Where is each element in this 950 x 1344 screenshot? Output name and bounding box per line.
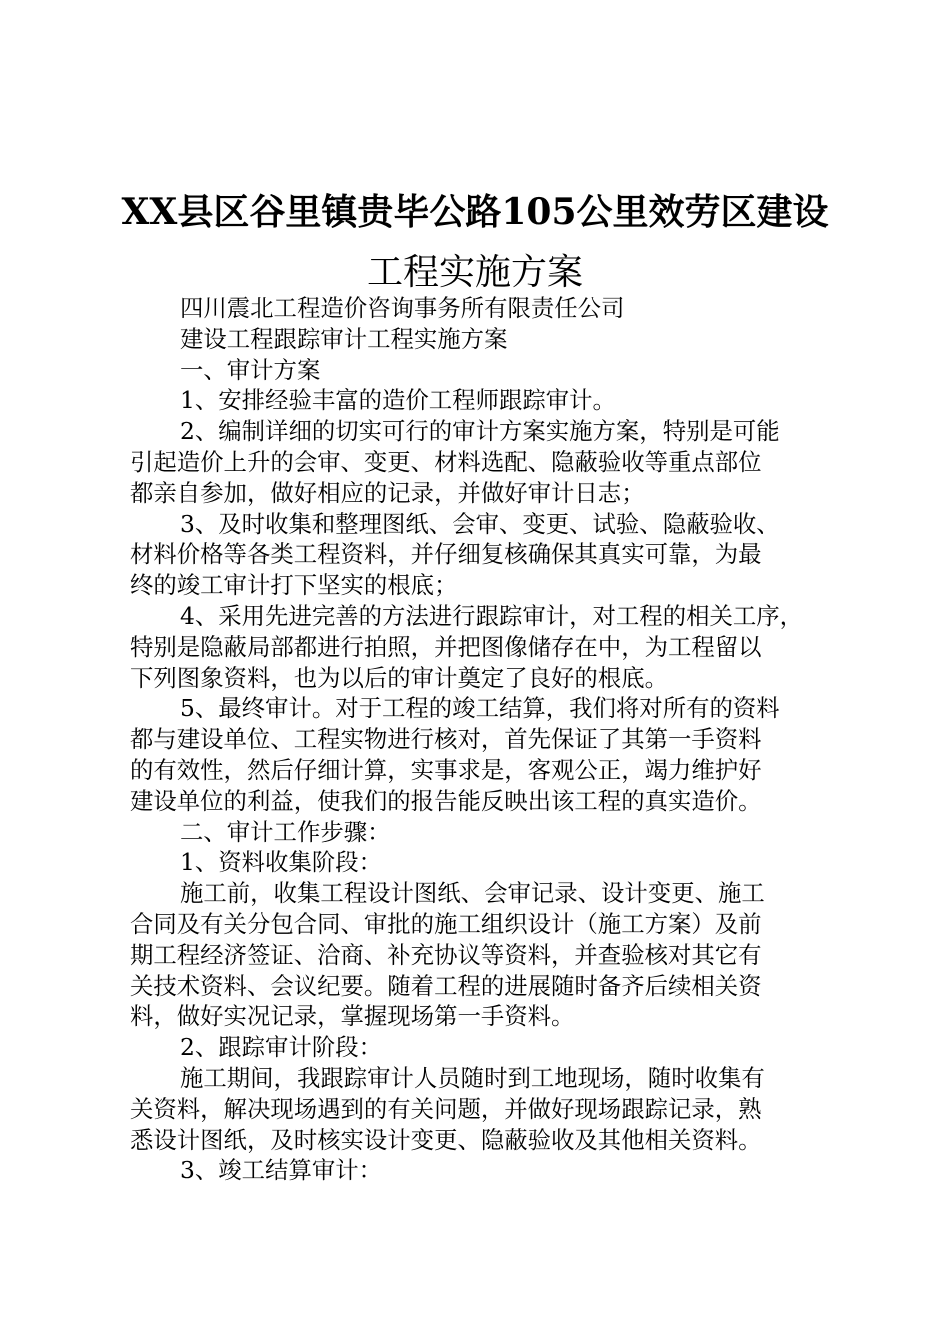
body-line: 3、竣工结算审计： bbox=[180, 1156, 383, 1185]
body-line: 四川震北工程造价咨询事务所有限责任公司 bbox=[180, 294, 625, 322]
body-line: 都与建设单位、工程实物进行核对，首先保证了其第一手资料 bbox=[130, 725, 762, 754]
section-heading: 一、审计方案 bbox=[180, 355, 321, 384]
body-line: 悉设计图纸，及时核实设计变更、隐蔽验收及其他相关资料。 bbox=[130, 1125, 762, 1154]
document-title-line-2: 工程实施方案 bbox=[366, 252, 583, 293]
body-line: 建设单位的利益，使我们的报告能反映出该工程的真实造价。 bbox=[130, 786, 762, 815]
body-line: 关资料，解决现场遇到的有关问题，并做好现场跟踪记录，熟 bbox=[130, 1094, 762, 1123]
body-line: 的有效性，然后仔细计算，实事求是，客观公正，竭力维护好 bbox=[130, 755, 762, 784]
document-title-line-1: XX县区谷里镇贵毕公路105公里效劳区建设 bbox=[121, 191, 829, 233]
section-heading: 二、审计工作步骤： bbox=[180, 817, 391, 846]
body-line: 2、跟踪审计阶段： bbox=[180, 1033, 383, 1062]
body-line: 下列图象资料，也为以后的审计奠定了良好的根底。 bbox=[130, 663, 668, 692]
body-line: 都亲自参加，做好相应的记录，并做好审计日志； bbox=[130, 478, 645, 507]
body-line: 3、及时收集和整理图纸、会审、变更、试验、隐蔽验收、 bbox=[180, 509, 780, 538]
body-line: 2、编制详细的切实可行的审计方案实施方案，特别是可能 bbox=[180, 417, 780, 446]
body-line: 4、采用先进完善的方法进行跟踪审计，对工程的相关工序， bbox=[180, 601, 804, 630]
document-body bbox=[130, 293, 836, 1186]
body-line: 特别是隐蔽局部都进行拍照，并把图像储存在中，为工程留以 bbox=[130, 632, 762, 661]
body-line: 料，做好实况记录，掌握现场第一手资料。 bbox=[130, 1002, 575, 1031]
body-line: 关技术资料、会议纪要。随着工程的进展随时备齐后续相关资 bbox=[130, 971, 762, 1000]
body-line: 5、最终审计。对于工程的竣工结算，我们将对所有的资料 bbox=[180, 694, 780, 723]
body-line: 引起造价上升的会审、变更、材料选配、隐蔽验收等重点部位 bbox=[130, 447, 762, 476]
body-line: 1、安排经验丰富的造价工程师跟踪审计。 bbox=[180, 386, 616, 415]
body-line: 合同及有关分包合同、审批的施工组织设计（施工方案）及前 bbox=[130, 909, 762, 938]
body-line: 1、资料收集阶段： bbox=[180, 848, 383, 877]
body-line: 建设工程跟踪审计工程实施方案 bbox=[180, 324, 508, 353]
body-line: 材料价格等各类工程资料，并仔细复核确保其真实可靠，为最 bbox=[130, 540, 762, 569]
body-line: 期工程经济签证、洽商、补充协议等资料，并查验核对其它有 bbox=[130, 940, 762, 969]
body-line: 施工期间，我跟踪审计人员随时到工地现场，随时收集有 bbox=[180, 1063, 765, 1092]
body-line: 终的竣工审计打下坚实的根底； bbox=[130, 571, 458, 600]
body-line: 施工前，收集工程设计图纸、会审记录、设计变更、施工 bbox=[180, 879, 765, 908]
